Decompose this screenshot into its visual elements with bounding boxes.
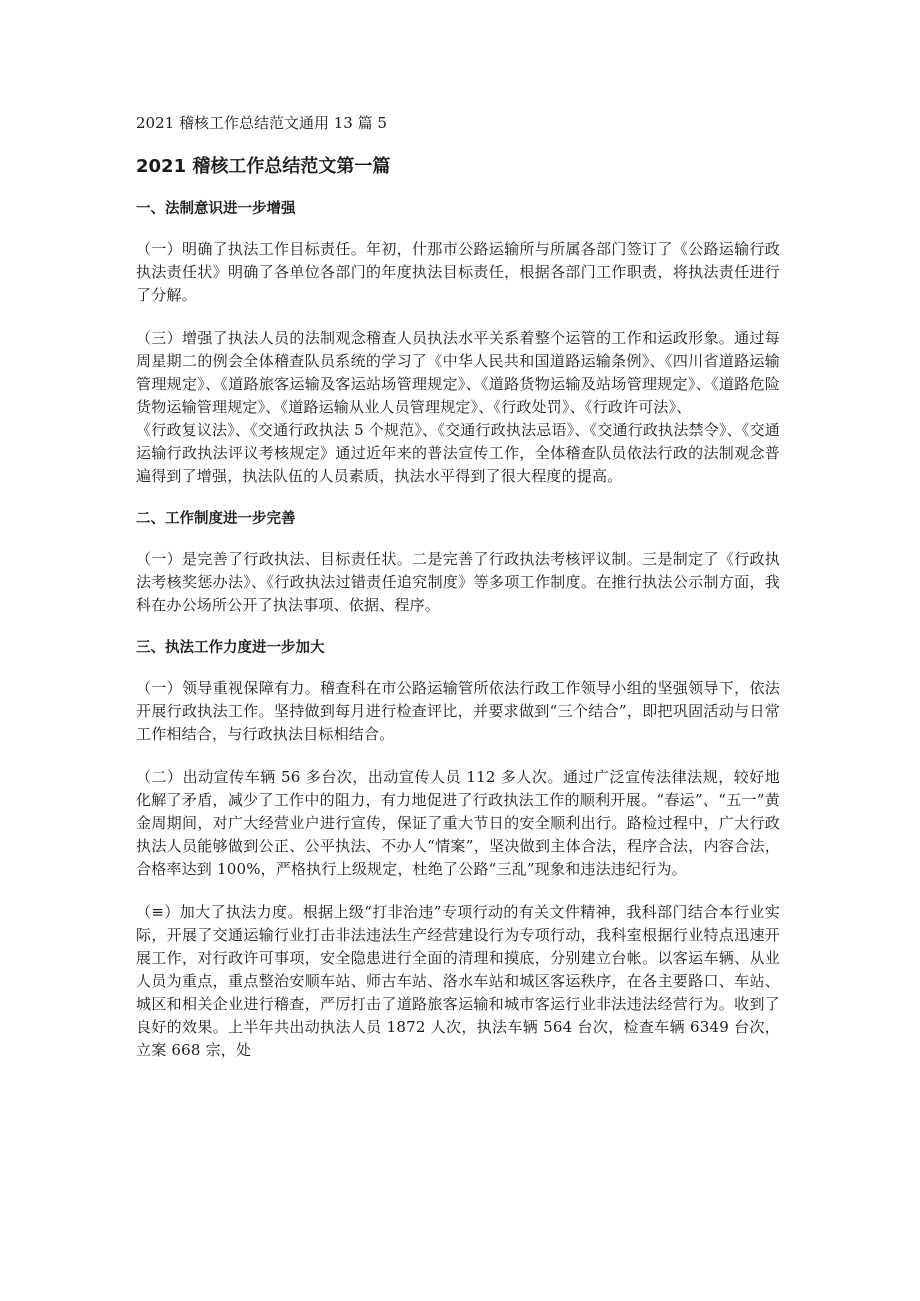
document-title: 2021 稽核工作总结范文通用 13 篇 5 bbox=[136, 114, 387, 132]
paragraph-leadership: （一）领导重视保障有力。稽查科在市公路运输管所依法行政工作领导小组的坚强领导下，依法开展行政执法工作。坚持做到每月进行检查评比，并要求做到“三个结合”，即把巩固活动与日常工作相结合，与行政执法目标相结合。 bbox=[136, 679, 780, 743]
document-page bbox=[136, 112, 780, 1082]
heading-enforcement-strength: 三、执法工作力度进一步加大 bbox=[136, 640, 325, 656]
paragraph-legal-concept: （三）增强了执法人员的法制观念稽查人员执法水平关系着整个运管的工作和运政形象。通过每周星期二的例会全体稽查队员系统的学习了《中华人民共和国道路运输条例》、《四川省道路运输管理规定》、《道路旅客运输及客运站场管理规定》、《道路货物运输及站场管理规定》、《道路危险货物运输管理规定》、《道路运输从业人员管理规定》、《行政处罚》、《行政许可法》、 《行政复议法》、《交通行政执法 5 个规范》、《交通行政执法忌语》、《交通行政执法禁令》、《交通运输行政执法评议考核规定》通过近年来的普法宣传工作，全体稽查队员依法行政的法制观念普遍得到了增强，执法队伍的人员素质，执法水平得到了很大程度的提高。 bbox=[136, 329, 780, 485]
paragraph-target-responsibility: （一）明确了执法工作目标责任。年初，什那市公路运输所与所属各部门签订了《公路运输行政执法责任状》明确了各单位各部门的年度执法目标责任，根据各部门工作职责，将执法责任进行了分解。 bbox=[136, 240, 780, 304]
heading-legal-awareness: 一、法制意识进一步增强 bbox=[136, 201, 296, 217]
heading-work-system: 二、工作制度进一步完善 bbox=[136, 511, 296, 527]
paragraph-system-improvement: （一）是完善了行政执法、目标责任状。二是完善了行政执法考核评议制。三是制定了《行政执法考核奖惩办法》、《行政执法过错责任追究制度》等多项工作制度。在推行执法公示制方面，我科在办公场所公开了执法事项、依据、程序。 bbox=[136, 550, 780, 614]
paragraph-enforcement-action: （≡）加大了执法力度。根据上级“打非治违”专项行动的有关文件精神，我科部门结合本行业实际，开展了交通运输行业打击非法违法生产经营建设行为专项行动，我科室根据行业特点迅速开展工作，对行政许可事项，安全隐患进行全面的清理和摸底，分别建立台帐。以客运车辆、从业人员为重点，重点整治安顺车站、师古车站、洛水车站和城区客运秩序，在各主要路口、车站、城区和相关企业进行稽查，严厉打击了道路旅客运输和城市客运行业非法违法经营行为。收到了良好的效果。上半年共出动执法人员 1872 人次，执法车辆 564 台次，检查车辆 6349 台次，立案 668 宗，处 bbox=[136, 903, 780, 1059]
paragraph-publicity: （二）出动宣传车辆 56 多台次，出动宣传人员 112 多人次。通过广泛宣传法律法规，较好地化解了矛盾，减少了工作中的阻力，有力地促进了行政执法工作的顺利开展。“春运”、“五一”黄金周期间，对广大经营业户进行宣传，保证了重大节日的安全顺利出行。路检过程中，广大行政执法人员能够做到公正、公平执法、不办人“情案”，坚决做到主体合法，程序合法，内容合法，合格率达到 100%，严格执行上级规定，杜绝了公路“三乱”现象和违法违纪行为。 bbox=[136, 768, 780, 878]
section-title: 2021 稽核工作总结范文第一篇 bbox=[136, 156, 391, 177]
